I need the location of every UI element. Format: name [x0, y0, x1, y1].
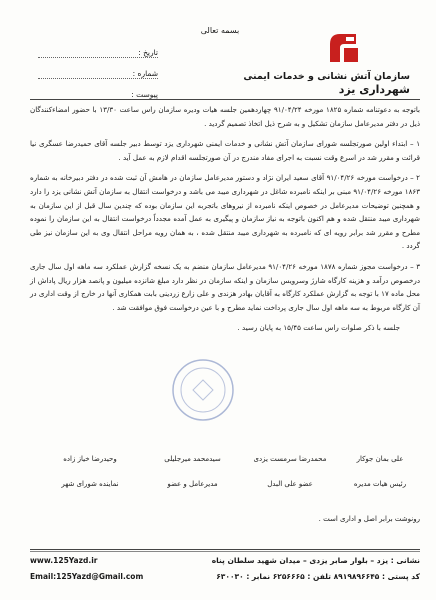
date-label: تاریخ :	[138, 48, 158, 57]
signer-1-name: علی بمان جوکار	[356, 455, 404, 463]
number-label: شماره :	[132, 69, 158, 78]
copy-certification: رونوشت برابر اصل و اداری است .	[318, 515, 420, 523]
attachment-field	[38, 82, 158, 100]
signer-3-name: سیدمحمد میرجلیلی	[164, 455, 221, 463]
organization-line2: شهرداری یزد	[338, 83, 410, 96]
header-divider	[30, 99, 420, 100]
footer-divider	[30, 549, 420, 550]
signer-3-role: مدیرعامل و عضو	[167, 480, 218, 488]
item-1-paragraph: ۱ – ابتداء اولین صورتجلسه شورای سازمان آتش نشانی و خدمات ایمنی شهرداری یزد توسط دبیر جلسه آقای حمیدرضا عسگری نیا قرائت و مقرر شد در اسرع وقت نسبت به اجرای مفاد مندرج در آن صورتجلسه اقدام لازم به عمل آید .	[30, 139, 420, 162]
signer-4-name: وحیدرضا خیاز زاده	[63, 455, 117, 463]
signer-1-role: رئیس هیات مدیره	[353, 480, 407, 488]
closing-paragraph: جلسه با ذکر صلوات راس ساعت ۱۵/۴۵ به پایان رسید .	[237, 323, 400, 333]
footer-address: نشانی : یزد – بلوار صابر یزدی – میدان شهید سلطان پناه	[211, 556, 420, 565]
intro-paragraph: باتوجه به دعوتنامه شماره ۱۸۲۵ مورخه ۹۱/۰۴/۲۴ چهاردهمین جلسه هیات ودیره سازمان راس ساعت ۱۳/۳۰ با حضور امضاءکنندگان ذیل در دفتر مدیرعامل سازمان تشکیل و به شرح ذیل اتخاذ تصمیم گردید .	[30, 105, 420, 128]
item-3-paragraph: ۳ – درخواست مجوز شماره ۱۸۷۸ مورخه ۹۱/۰۴/۲۶ مدیرعامل سازمان منضم به یک نسخه گزارش عملکرد سه ماهه اول سال جاری درخصوص درآمد و هزینه کارگاه شارژ وسرویس سازمان و اینکه سازمان در نظر دارد مبلغ شانزده میلیون و پانصد هزار ریال پاداش از محل ماده ۱۷ با توجه به گزارش عملکرد کارگاه به آقایان بهادر هزندی و علی زارع زردینی بابت همکاری آنها در خارج از وقت اداری در آن کارگاه مربوط به سه ماهه اول سال جاری پرداخت نماید مطرح و با عین درخواست فوق موافقت شد .	[30, 261, 421, 312]
footer-contact: کد پستی : ۸۹۱۹۸۹۶۶۴۵ تلفن : ۶۲۵۶۶۶۵ نمابر : ۶۳۰۰۳۰	[216, 572, 420, 581]
signer-4-role: نماینده شورای شهر	[61, 480, 119, 488]
basmala: بسمه تعالی	[200, 26, 240, 35]
fire-department-logo-icon	[326, 30, 362, 66]
official-stamp-icon	[168, 355, 238, 425]
date-field	[38, 40, 158, 58]
footer-email: Email:125Yazd@Gmail.com	[30, 572, 144, 581]
signer-2-role: عضو علی البدل	[267, 480, 313, 488]
letter-body	[30, 103, 420, 342]
footer-divider-secondary	[30, 551, 420, 552]
organization-name	[240, 70, 410, 96]
attachment-label: پیوست :	[131, 90, 158, 99]
footer-website: www.125Yazd.ir	[30, 556, 98, 565]
signer-2-name: محمدرضا سرمست یزدی	[253, 455, 327, 463]
organization-line1: سازمان آتش نشانی و خدمات ایمنی	[243, 71, 410, 82]
number-field	[38, 61, 158, 79]
letter-meta	[38, 40, 158, 103]
item-2-paragraph: ۲ – درخواست مورخه ۹۱/۰۴/۲۶ آقای سعید ایران نژاد و دستور مدیرعامل سازمان در هامش آن ثبت شده در دفتر دبیرخانه به شماره ۱۸۶۳ مورخه ۹۱/۰۴/۲۶ مبنی بر اینکه نامبرده شاغل در شهرداری میبد می باشد و درخواست انتقال به سازمان آتش نشانی یزد را دارد و همچنین توضیحات مدیرعامل در خصوص اینکه نامبرده از نیروهای باتجربه این سازمان بوده که چندین سال قبل از این سازمان به شهرداری میبد منتقل شده و هم اکنون باتوجه به نیاز سازمان و پیگیری به عمل آمده مجدداً درخواست انتقال به این سازمان را نموده مطرح و مقرر شد برابر رویه ای که نامبرده به شهرداری میبد منتقل شده ، به همان رویه مراحل انتقال وی به این سازمان نیز طی گردد .	[30, 173, 421, 251]
